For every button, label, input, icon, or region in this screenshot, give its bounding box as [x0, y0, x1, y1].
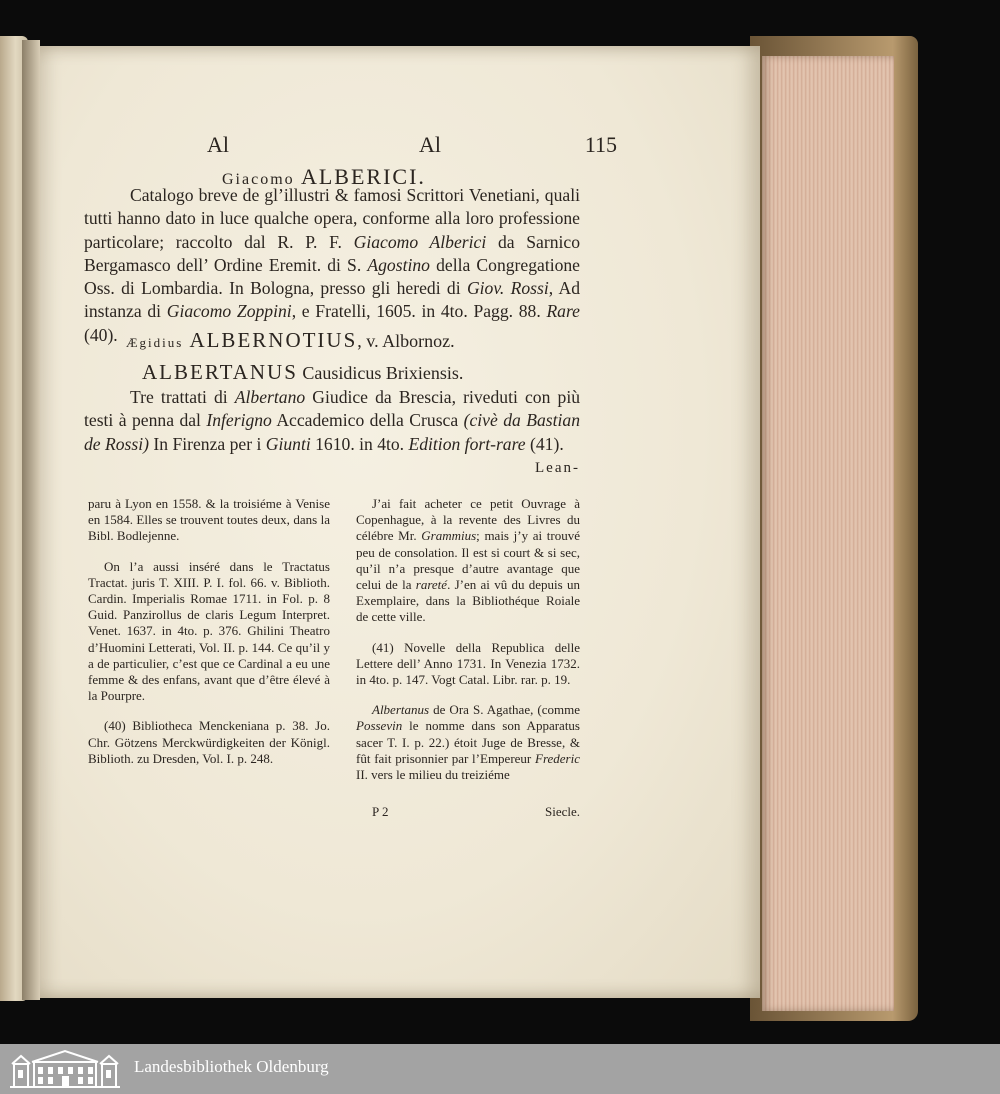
footnote-paragraph — [356, 640, 580, 689]
footnotes-right-column — [356, 496, 580, 797]
text-run: paru à Lyon en 1558. & la troisiéme à Venise en 1584. Elles se trouvent toutes deux, dans la Bibl. Bodlejenne. — [88, 496, 330, 544]
entry-heading-main: ALBERNOTIUS — [189, 328, 358, 352]
text-run: da Sarnico Bergamasco dell’ Ordine Eremit. di S. — [84, 231, 581, 275]
italic-run: (civè da Bastian de Rossi) — [84, 410, 580, 454]
text-run: (40) Bibliotheca Menckeniana p. 38. Jo. Chr. Götzens Merckwürdigkeiten der Königl. Biblioth. zu Dresden, Vol. I. p. 248. — [88, 718, 330, 766]
italic-run: Possevin — [356, 718, 403, 734]
footnote-paragraph — [88, 559, 330, 705]
italic-run: Rare — [546, 301, 580, 322]
running-head — [207, 132, 617, 160]
book-page — [32, 46, 760, 998]
footnote-paragraph — [88, 496, 330, 545]
text-run: de Ora S. Agathae, (comme — [429, 702, 580, 718]
italic-run: Edition fort-rare — [408, 433, 526, 454]
entry-heading-rest: , v. Albornoz. — [357, 331, 455, 351]
text-run: (41) Novelle della Republica delle Lettere dell’ Anno 1731. In Venezia 1732. in 4to. p. 147. Vogt Catal. Libr. rar. p. 19. — [356, 639, 580, 688]
footnote-catchword: Siecle. — [544, 804, 580, 819]
library-building-icon — [8, 1048, 122, 1090]
italic-run: Frederic — [535, 750, 580, 766]
signature-row — [359, 804, 580, 822]
text-run: (40). — [84, 324, 118, 345]
running-head-center: Al — [419, 132, 441, 157]
italic-run: rareté — [415, 577, 448, 593]
footer-label: Landesbibliothek Oldenburg — [134, 1057, 329, 1076]
text-run: In Firenza per i — [149, 433, 266, 454]
gutter-shadow — [22, 40, 40, 1000]
text-run: Accademico della Crusca — [271, 410, 464, 431]
footnote-paragraph — [356, 496, 580, 626]
italic-run: Giunti — [265, 433, 311, 454]
italic-run: Giacomo Alberici — [353, 231, 487, 252]
footnote-paragraph — [88, 718, 330, 767]
italic-run: Inferigno — [206, 410, 272, 431]
footnote-paragraph — [356, 702, 580, 783]
text-run: J’ai fait acheter ce petit Ouvrage à Copenhague, à la revente des Livres du célébre Mr. — [356, 496, 580, 544]
italic-run: Grammius — [421, 528, 477, 544]
italic-run: Giov. Rossi — [466, 278, 549, 299]
text-run: II. vers le milieu du treiziéme — [356, 767, 510, 783]
running-head-left: Al — [207, 132, 229, 157]
text-run: (41). — [525, 433, 564, 454]
signature-mark: P 2 — [372, 804, 389, 819]
text-run: Tre trattati di — [130, 387, 235, 407]
text-run: Giudice da Brescia, riveduti con più testi à penna dal — [84, 387, 581, 431]
entry-heading-albertanus — [142, 360, 463, 385]
text-run: , Ad instanza di — [84, 278, 580, 322]
entry-body-alberici — [84, 184, 580, 347]
footnotes-left-column — [88, 496, 330, 781]
text-run: le nomme dans son Apparatus sacer T. I. p. 22.) étoit Juge de Bresse, & fût fait prisonnier par l’Empereur — [356, 718, 580, 766]
text-run: . J’en ai vû du depuis un Exemplaire, dans la Bibliothéque Roiale de cette ville. — [356, 577, 580, 625]
italic-run: Albertanus — [372, 702, 430, 718]
text-run: On l’a aussi inséré dans le Tractatus Tractat. juris T. XIII. P. I. fol. 66. v. Biblioth. Cardin. Imperialis Romae 1711. in Fol. p. 8 Guid. Panzirollus de claris Legum Interpret. Venet. 1637. in 4to. p. 376. Ghilini Theatro d’Huomini Letterati, Vol. II. p. 144. Ce qu’il y a de particulier, c’est que ce Cardinal a eu une femme & des enfans, avant que d’être élevé à la Pourpre. — [88, 558, 330, 704]
text-run: 1610. in 4to. — [310, 433, 409, 454]
text-run: , e Fratelli, 1605. in 4to. Pagg. 88. — [291, 301, 547, 322]
catchword: Lean- — [535, 460, 580, 476]
page-block-edges — [762, 56, 894, 1011]
page-number: 115 — [584, 132, 617, 157]
text-run: Catalogo breve de gl’illustri & famosi Scrittori Venetiani, quali tutti hanno dato in luce qualche opera, conforme alla loro professione particolare; raccolto dal R. P. F. — [84, 185, 580, 252]
entry-heading-main: ALBERTANUS — [142, 360, 298, 384]
entry-heading-prefix: Giacomo — [222, 171, 295, 188]
footer-bar — [0, 1044, 1000, 1094]
italic-run: Agostino — [367, 254, 430, 275]
text-run: della Congregatione Oss. di Lombardia. In Bologna, presso gli heredi di — [84, 254, 580, 299]
italic-run: Giacomo Zoppini — [166, 301, 292, 322]
italic-run: Albertano — [234, 387, 306, 407]
entry-heading-rest: Causidicus Brixiensis. — [297, 363, 464, 383]
entry-heading-prefix: Ægidius — [126, 335, 184, 350]
entry-heading-main: ALBERICI. — [300, 164, 426, 189]
entry-body-albertanus — [84, 386, 580, 456]
text-run: ; mais j’y ai trouvé peu de consolation. Il est si court & si sec, qu’il n’a presque d’autre avantage que celui de la — [356, 528, 580, 593]
entry-heading-albernotius — [126, 328, 455, 353]
